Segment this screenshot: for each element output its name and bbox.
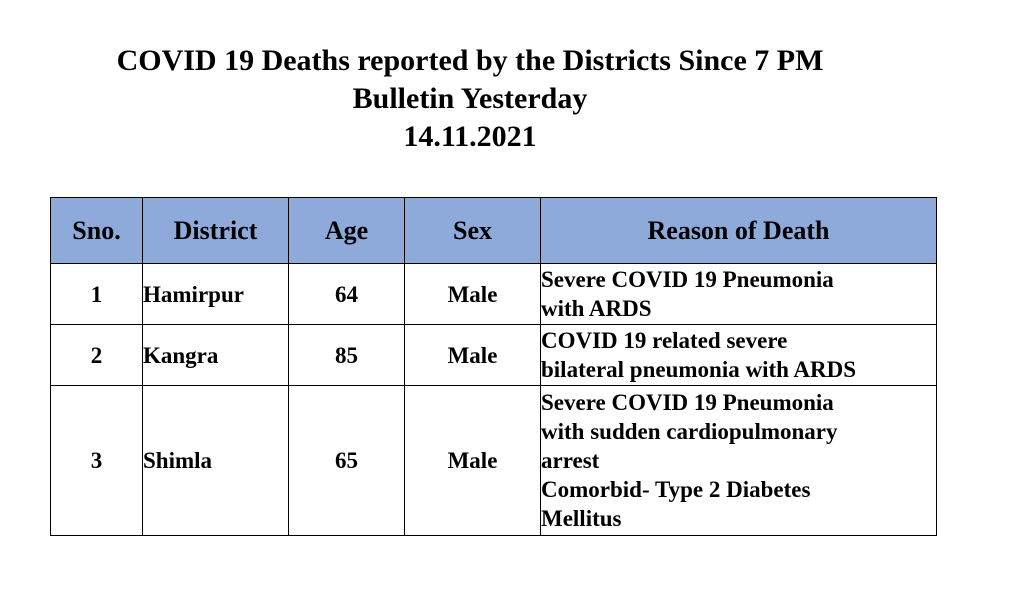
reason-line: with ARDS: [541, 296, 652, 321]
reason-line: with sudden cardiopulmonary: [541, 419, 838, 444]
table-row: [51, 264, 937, 325]
cell-district: Shimla: [143, 386, 289, 536]
column-header-district: District: [143, 198, 289, 264]
reason-line: COVID 19 related severe: [541, 328, 788, 353]
table-header-row: [51, 198, 937, 264]
table-row: [51, 386, 937, 536]
table-row: [51, 325, 937, 386]
title-line-1: COVID 19 Deaths reported by the Districts Since 7 PM: [116, 44, 824, 77]
cell-reason: [541, 386, 937, 536]
column-header-sex: Sex: [405, 198, 541, 264]
cell-sno: 3: [51, 386, 143, 536]
cell-age: 65: [289, 386, 405, 536]
cell-sno: 1: [51, 264, 143, 325]
reason-line: Mellitus: [541, 506, 622, 531]
page-title: [40, 42, 900, 156]
cell-district: Kangra: [143, 325, 289, 386]
cell-sno: 2: [51, 325, 143, 386]
title-line-2: Bulletin Yesterday: [352, 82, 588, 115]
reason-line: arrest: [541, 448, 600, 473]
column-header-age: Age: [289, 198, 405, 264]
cell-sex: Male: [405, 386, 541, 536]
cell-age: 64: [289, 264, 405, 325]
cell-reason: [541, 264, 937, 325]
cell-sex: Male: [405, 264, 541, 325]
reason-line: Comorbid- Type 2 Diabetes: [541, 477, 811, 502]
column-header-sno: Sno.: [51, 198, 143, 264]
cell-sex: Male: [405, 325, 541, 386]
reason-line: Severe COVID 19 Pneumonia: [541, 390, 834, 415]
bulletin-date: 14.11.2021: [403, 120, 537, 153]
cell-reason: [541, 325, 937, 386]
cell-age: 85: [289, 325, 405, 386]
reason-line: bilateral pneumonia with ARDS: [541, 357, 857, 382]
column-header-reason: Reason of Death: [541, 198, 937, 264]
reason-line: Severe COVID 19 Pneumonia: [541, 267, 834, 292]
cell-district: Hamirpur: [143, 264, 289, 325]
deaths-table: [50, 197, 937, 536]
